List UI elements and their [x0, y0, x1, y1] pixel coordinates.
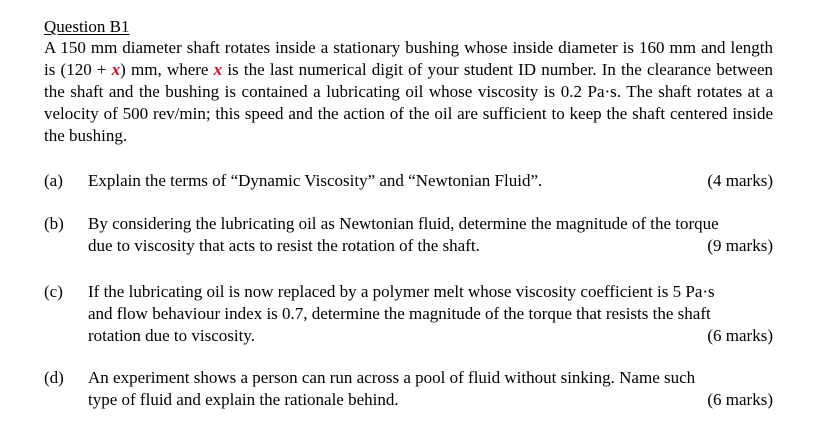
part-line-text: due to viscosity that acts to resist the rotation of the shaft.: [88, 236, 480, 255]
part-line: [88, 213, 773, 235]
part-marks: (4 marks): [707, 171, 773, 190]
part-line-text: rotation due to viscosity.: [88, 326, 255, 345]
part-line: [88, 325, 773, 347]
intro-text-3: is the last numerical digit of your student ID number. In the clearance between the shaft and the bushing is contained a lubricating oil whose viscosity is 0.2 Pa·s. The shaft rotates at a velocity of 500 rev/min; this speed and the action of the oil are sufficient to keep the shaft centered inside the bushing.: [44, 60, 774, 145]
part-line-text: type of fluid and explain the rationale behind.: [88, 390, 399, 409]
part-body: [88, 170, 773, 192]
part-line: [88, 389, 773, 411]
question-title: Question B1: [44, 17, 130, 36]
question-intro: [44, 37, 773, 147]
part-line: [88, 367, 773, 389]
part-label: (a): [44, 171, 63, 190]
part-body: [88, 213, 773, 257]
part-marks: (6 marks): [707, 326, 773, 345]
part-line-text: An experiment shows a person can run across a pool of fluid without sinking. Name such: [88, 368, 696, 387]
part-line: [88, 170, 773, 192]
part-body: [88, 281, 773, 347]
part-marks: (9 marks): [707, 236, 773, 255]
part-line-text: Explain the terms of “Dynamic Viscosity” and “Newtonian Fluid”.: [88, 171, 543, 190]
part-line-text: and flow behaviour index is 0.7, determine the magnitude of the torque that resists the shaft: [88, 304, 711, 323]
part-label: (c): [44, 282, 63, 301]
part-line: [88, 281, 773, 303]
part-line: [88, 303, 773, 325]
part-body: [88, 367, 773, 411]
part-line-text: If the lubricating oil is now replaced by a polymer melt whose viscosity coefficient is 5 Pa·s: [88, 282, 715, 301]
part-line-text: By considering the lubricating oil as Newtonian fluid, determine the magnitude of the torque: [88, 214, 719, 233]
intro-text-1: A 150 mm diameter shaft rotates inside a stationary bushing whose inside diameter is 160 mm and length is (120 +: [44, 38, 773, 79]
part-label: (d): [44, 368, 64, 387]
part-label: (b): [44, 214, 64, 233]
variable-x-2: x: [213, 60, 223, 79]
part-line: [88, 235, 773, 257]
part-marks: (6 marks): [707, 390, 773, 409]
variable-x-1: x: [111, 60, 121, 79]
intro-text-2: ) mm, where: [120, 60, 214, 79]
